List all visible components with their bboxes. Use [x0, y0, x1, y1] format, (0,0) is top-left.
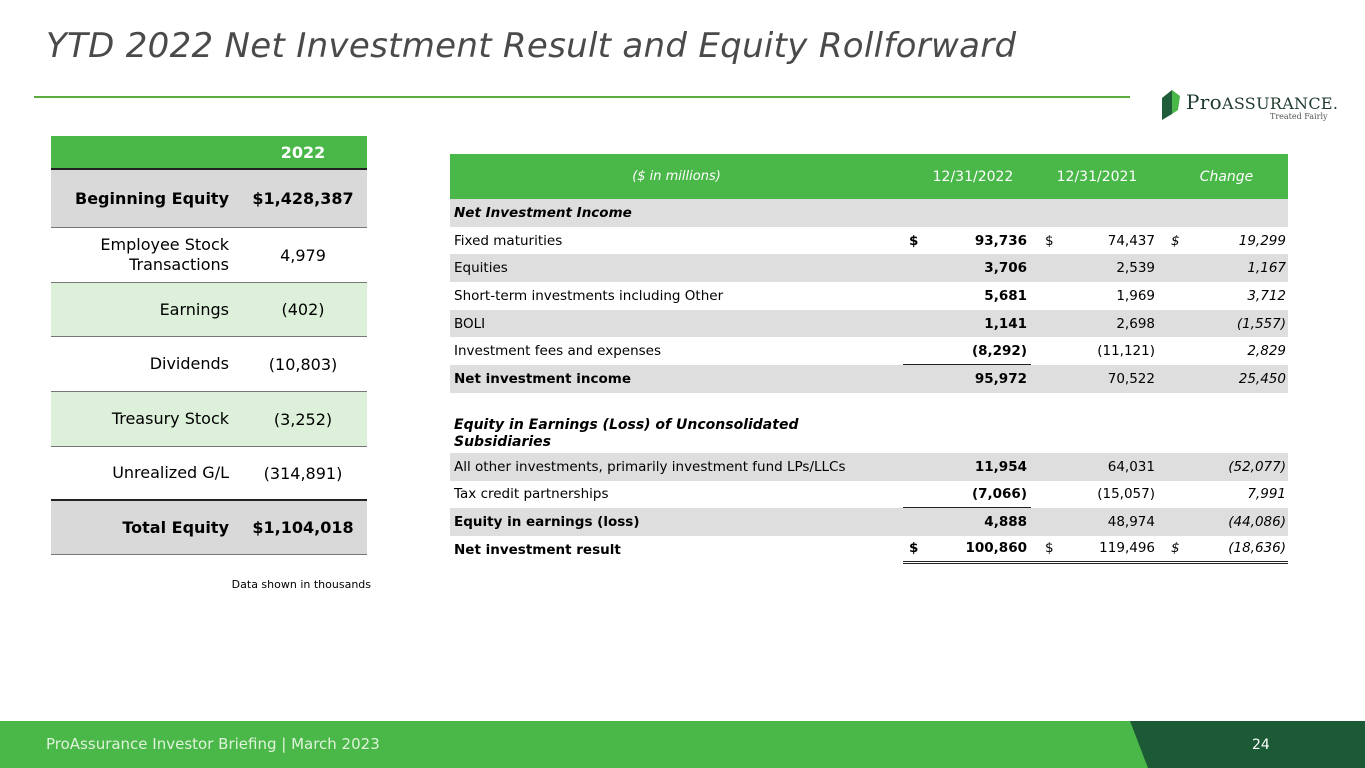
table-row: BOLI 1,141 2,698 (1,557) — [450, 310, 1288, 338]
year-header: 2022 — [280, 142, 326, 162]
table-row: Short-term investments including Other 5,681 1,969 3,712 — [454, 287, 1286, 304]
table-row: Investment fees and expenses (8,292) (11,121) 2,829 — [450, 337, 1288, 365]
table-row: Equities 3,706 2,539 1,167 — [450, 254, 1288, 282]
section-header: Net Investment Income — [450, 199, 1288, 227]
footer-text: ProAssurance Investor Briefing | March 2023 — [46, 735, 380, 753]
table-row: Employee Stock Transactions 4,979 — [51, 228, 367, 283]
units-note: Data shown in thousands — [231, 578, 371, 591]
logo-wordmark: ProASSURANCE. — [1186, 90, 1339, 114]
page-title: YTD 2022 Net Investment Result and Equity Rollforward — [46, 26, 1017, 66]
table-row: Fixed maturities $ 93,736 $ 74,437 $ 19,299 — [454, 232, 1286, 249]
footer-accent — [1130, 721, 1365, 768]
table-row: Treasury Stock (3,252) — [51, 392, 367, 447]
leaf-icon — [1158, 86, 1182, 122]
table-row: Dividends (10,803) — [51, 337, 367, 392]
table-row: Unrealized G/L (314,891) — [51, 447, 367, 501]
table-row: Earnings (402) — [51, 283, 367, 337]
table-row-subtotal: Equity in earnings (loss) 4,888 48,974 (44,086) — [450, 508, 1288, 536]
logo-tagline: Treated Fairly — [1270, 112, 1328, 121]
table-row-total: Net investment result $ 100,860 $ 119,496 $ (18,636) — [450, 536, 1288, 564]
table-row: All other investments, primarily investment fund LPs/LLCs 11,954 64,031 (52,077) — [450, 453, 1288, 481]
section-header: Equity in Earnings (Loss) of Unconsolidated Subsidiaries — [454, 416, 799, 450]
table-row-total: Total Equity $1,104,018 — [51, 501, 367, 555]
equity-rollforward-table — [51, 136, 367, 555]
table-row: Tax credit partnerships (7,066) (15,057) 7,991 — [450, 481, 1288, 509]
title-divider — [34, 96, 1130, 98]
net-investment-table — [450, 154, 1288, 564]
investment-table-header: ($ in millions) 12/31/2022 12/31/2021 Change — [450, 154, 1288, 199]
company-logo — [1158, 86, 1338, 126]
table-row: Beginning Equity $1,428,387 — [51, 170, 367, 228]
table-row-subtotal: Net investment income 95,972 70,522 25,450 — [450, 365, 1288, 393]
page-number: 24 — [1252, 737, 1270, 753]
equity-table-header — [51, 136, 367, 170]
